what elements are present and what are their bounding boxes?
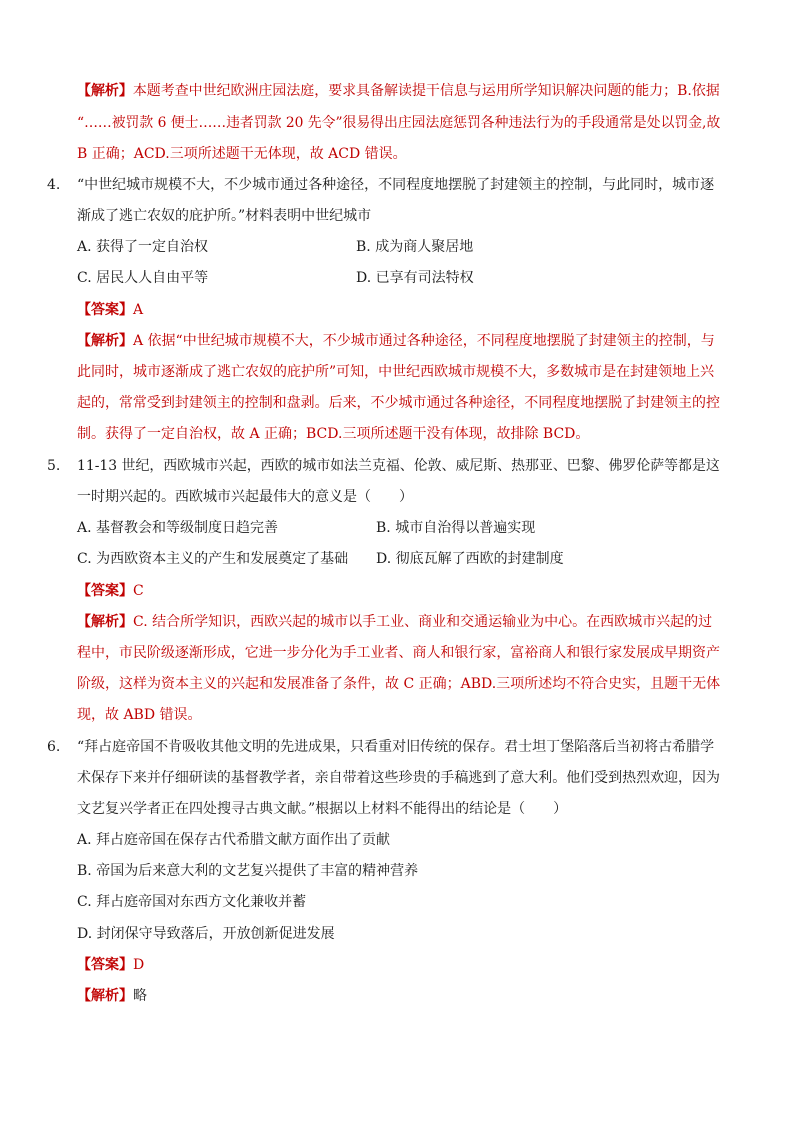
q5-number: 5. xyxy=(47,458,61,474)
q6-answer: 【答案】D xyxy=(77,957,145,973)
q4-option-a[interactable]: A. 获得了一定自治权 xyxy=(77,239,209,255)
q6-option-b[interactable]: B. 帝国为后来意大利的文艺复兴提供了丰富的精神营养 xyxy=(77,863,419,879)
q5-stem-line-2: 一时期兴起的。西欧城市兴起最伟大的意义是（ ） xyxy=(77,489,413,505)
q6-stem-line-2: 术保存下来并仔细研读的基督教学者，亲自带着这些珍贵的手稿逃到了意大利。他们受到热烈欢迎，因为 xyxy=(77,770,720,786)
q3-analysis-line-3: B 正确；ACD.三项所述题干无体现，故 ACD 错误。 xyxy=(77,146,407,162)
q4-analysis-line-4: 制。获得了一定自治权，故 A 正确；BCD.三项所述题干没有体现，故排除 BCD。 xyxy=(77,426,590,442)
q5-analysis-line-3: 阶级，这样为资本主义的兴起和发展准备了条件，故 C 正确；ABD.三项所述均不符合史实，且题干无体 xyxy=(77,676,721,692)
q5-answer: 【答案】C xyxy=(77,583,144,599)
q4-stem-line-2: 渐成了逃亡农奴的庇护所。”材料表明中世纪城市 xyxy=(77,208,372,224)
q5-analysis-line-4: 现，故 ABD 错误。 xyxy=(77,707,202,723)
q4-option-b[interactable]: B. 成为商人聚居地 xyxy=(356,239,474,255)
q4-analysis-line-1: 【解析】A 依据“中世纪城市规模不大，不少城市通过各种途径，不同程度地摆脱了封建领主的控制，与 xyxy=(77,333,715,349)
q5-analysis-line-1: 【解析】C. 结合所学知识，西欧兴起的城市以手工业、商业和交通运输业为中心。在西欧城市兴起的过 xyxy=(77,614,713,630)
q6-option-d[interactable]: D. 封闭保守导致落后，开放创新促进发展 xyxy=(77,926,335,942)
q6-stem-line-1: “拜占庭帝国不肯吸收其他文明的先进成果，只看重对旧传统的保存。君士坦丁堡陷落后当初将古希腊学 xyxy=(77,739,715,755)
q3-analysis-line-1: 【解析】本题考查中世纪欧洲庄园法庭，要求具备解读提干信息与运用所学知识解决问题的能力；B.依据 xyxy=(77,83,720,99)
q4-analysis-line-3: 起的，常常受到封建领主的控制和盘剥。后来，不少城市通过各种途径，不同程度地摆脱了封建领主的控 xyxy=(77,395,720,411)
q5-analysis-line-2: 程中，市民阶级逐渐形成，它进一步分化为手工业者、商人和银行家，富裕商人和银行家发展成早期资产 xyxy=(77,645,720,661)
q5-option-a[interactable]: A. 基督教会和等级制度日趋完善 xyxy=(77,520,279,536)
q5-option-d[interactable]: D. 彻底瓦解了西欧的封建制度 xyxy=(376,551,564,567)
q4-stem-line-1: “中世纪城市规模不大，不少城市通过各种途径，不同程度地摆脱了封建领主的控制，与此同时，城市逐 xyxy=(77,177,715,193)
q4-option-d[interactable]: D. 已享有司法特权 xyxy=(356,270,474,286)
q3-analysis-line-2: “……被罚款 6 便士……违者罚款 20 先令”很易得出庄园法庭惩罚各种违法行为的手段通常是处以罚金,故 xyxy=(77,115,721,131)
q5-option-b[interactable]: B. 城市自治得以普遍实现 xyxy=(376,520,536,536)
q6-option-c[interactable]: C. 拜占庭帝国对东西方文化兼收并蓄 xyxy=(77,894,307,910)
q4-answer: 【答案】A xyxy=(77,302,144,318)
q4-number: 4. xyxy=(47,177,61,193)
q5-stem-line-1: 11-13 世纪，西欧城市兴起，西欧的城市如法兰克福、伦敦、威尼斯、热那亚、巴黎、佛罗伦萨等都是这 xyxy=(77,458,720,474)
q6-number: 6. xyxy=(47,739,61,755)
q6-option-a[interactable]: A. 拜占庭帝国在保存古代希腊文献方面作出了贡献 xyxy=(77,832,391,848)
q5-option-c[interactable]: C. 为西欧资本主义的产生和发展奠定了基础 xyxy=(77,551,349,567)
q3-analysis-tag: 【解析】 xyxy=(77,83,133,99)
q6-analysis: 【解析】略 xyxy=(77,988,147,1004)
q6-stem-line-3: 文艺复兴学者正在四处搜寻古典文献。”根据以上材料不能得出的结论是（ ） xyxy=(77,801,568,817)
q4-option-c[interactable]: C. 居民人人自由平等 xyxy=(77,270,209,286)
q4-analysis-line-2: 此同时，城市逐渐成了逃亡农奴的庇护所”可知，中世纪西欧城市规模不大，多数城市是在封建领地上兴 xyxy=(77,364,715,380)
